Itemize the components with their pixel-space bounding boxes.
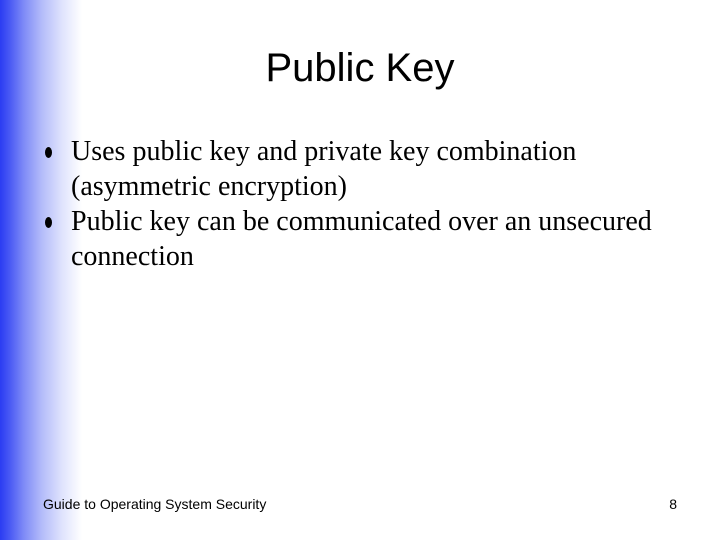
footer-source: Guide to Operating System Security [43,496,267,512]
slide-title: Public Key [265,46,455,90]
bullet-text: Public key can be communicated over an unsecured connection [71,206,652,272]
bullet-item [44,204,684,274]
page-number: 8 [669,496,677,512]
bullet-item [44,134,684,204]
bullet-list [44,134,684,274]
bullet-text: Uses public key and private key combination (asymmetric encryption) [71,136,577,202]
bullet-dot-icon [45,217,52,228]
bullet-dot-icon [45,147,52,158]
